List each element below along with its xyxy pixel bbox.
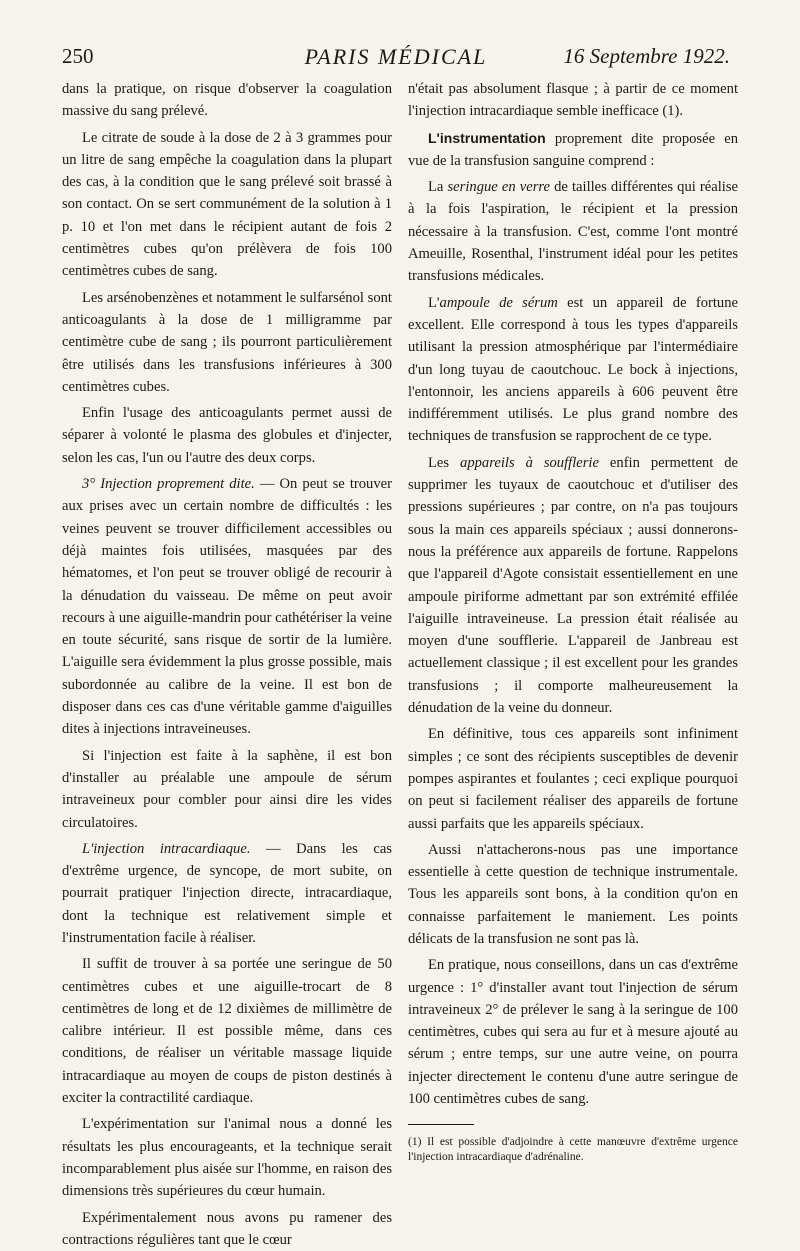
page-number: 250: [62, 44, 94, 68]
paragraph: [62, 838, 392, 949]
paragraph: dans la pratique, on risque d'observer la coagulation massive du sang prélevé.: [62, 81, 392, 120]
issue-date: 16 Septembre 1922.: [563, 44, 730, 68]
paragraph: [408, 292, 738, 448]
paragraph-text: est un appareil de fortune excellent. Elle correspond à tous les types d'appareils utilisant la pression atmosphérique par l'intermédiaire d'un long tuyau de caoutchouc. Le bock à injections, l'entonnoir, les anciens appareils à 606 peuvent être indifféremment utilisés. Le plus grand nombre des techniques de transfusion se rapprochent de ce type.: [408, 294, 738, 445]
paragraph: Enfin l'usage des anticoagulants permet aussi de séparer à volonté le plasma des globules et d'injecter, selon les cas, l'un ou l'autre des deux corps.: [62, 405, 392, 466]
term: appareils à soufflerie: [460, 454, 599, 471]
paragraph: Le citrate de soude à la dose de 2 à 3 grammes pour un litre de sang empêche la coagulation dans la plupart des cas, à la condition que le sang prélevé soit brassé à son contact. On se sert communément de la solution à 1 p. 10 et l'on met dans le récipient autant de fois 2 centimètres cubes qu'on prélèvera de fois 100 centimètres cubes de sang.: [62, 129, 392, 280]
paragraph: L'expérimentation sur l'animal nous a donné les résultats les plus encourageants, et la technique serait incomparablement plus aisée sur l'homme, en raison des dimensions très supérieures du cœur humain.: [62, 1116, 392, 1200]
term: seringue en verre: [447, 179, 550, 196]
paragraph-text: de tailles différentes qui réalise à la fois l'aspiration, le récipient et la pression nécessaire à la transfusion. C'est, comme l'ont montré Ameuille, Rosenthal, l'instrument idéal pour les petites transfusions médicales.: [408, 179, 738, 285]
paragraph: [62, 473, 392, 741]
footnote-divider: [408, 1124, 474, 1125]
journal-title: PARIS MÉDICAL: [304, 44, 488, 69]
paragraph: En pratique, nous conseillons, dans un cas d'extrême urgence : 1° d'installer avant tout l'injection de sérum intraveineux 2° de prélever le sang à la seringue de 100 centimètres, cubes qui sera au fur et à mesure ajouté au sérum ; entre temps, sur une autre veine, on pourra injecter directement le contenu d'une autre seringue de 100 centimètres cubes de sang.: [408, 957, 738, 1108]
section-heading: L'injection intracardiaque.: [82, 840, 251, 857]
term: ampoule de sérum: [439, 294, 558, 311]
paragraph-text: — On peut se trouver aux prises avec un certain nombre de difficultés : les veines peuvent se trouver difficilement accessibles ou déjà maintes fois utilisées, masquées par des hématomes, et l'on peut se trouver obligé de recourir à la dénudation du vaisseau. De même on peut avoir recours à une aiguille-mandrin pour cathétériser la veine en toute sécurité, sans risque de sortir de la lumière. L'aiguille sera évidemment la plus grosse possible, mais subordonnée au calibre de la veine. Il est bon de disposer dans ces cas d'une véritable gamme d'aiguilles dites à injections intraveineuses.: [62, 476, 392, 738]
paragraph: Il suffit de trouver à sa portée une seringue de 50 centimètres cubes et une aiguille-trocart de 8 centimètres de long et de 12 dixièmes de millimètre de calibre intérieur. Il est possible même, dans ces conditions, de réaliser un véritable massage liquide intracardiaque au moyen de coups de piston destinés à exciter la contractilité cardiaque.: [62, 956, 392, 1107]
left-column: [62, 78, 392, 1251]
right-column: [408, 78, 738, 1165]
page-header: [62, 44, 730, 74]
paragraph: En définitive, tous ces appareils sont infiniment simples ; ce sont des récipients susceptibles de devenir pompes aspirantes et foulantes ; ceci explique pourquoi on peut si facilement réaliser des appareils de fortune aussi parfaits que les appareils spéciaux.: [408, 726, 738, 832]
paragraph: Expérimentalement nous avons pu ramener des contractions régulières tant que le cœur: [62, 1209, 392, 1248]
paragraph: [408, 176, 738, 287]
paragraph-text: Les: [428, 454, 461, 471]
paragraph-text: enfin permettent de supprimer les tuyaux de caoutchouc et d'utiliser des pressions supérieures ; par contre, on n'a pas toujours sous la main ces appareils spéciaux ; aussi donnerons-nous la préférence aux appareils de fortune. Rappelons que l'appareil d'Agote consistait essentiellement en une ampoule piriforme admettant par son extrémité effilée l'aiguille intraveineuse. La pression était réalisée au moyen d'une soufflerie. L'appareil de Janbreau est actuellement classique ; il est excellent pour les grandes transfusions ; il comporte malheureusement la dénudation de la veine du donneur.: [408, 454, 738, 717]
section-heading: 3° Injection proprement dite.: [82, 476, 255, 493]
paragraph-text: proprement dite proposée en vue de la transfusion sanguine comprend :: [408, 130, 738, 169]
paragraph-text: La: [428, 179, 448, 196]
section-heading: L'instrumentation: [428, 129, 546, 146]
footnote: (1) Il est possible d'adjoindre à cette manœuvre d'extrême urgence l'injection intracardiaque d'adrénaline.: [408, 1136, 738, 1164]
paragraph: n'était pas absolument flasque ; à partir de ce moment l'injection intracardiaque semble inefficace (1).: [408, 81, 738, 120]
paragraph: [408, 127, 738, 173]
paragraph: Si l'injection est faite à la saphène, il est bon d'installer au préalable une ampoule de sérum intraveineux pour combler pour ainsi dire les vides circulatoires.: [62, 747, 392, 831]
paragraph: Les arsénobenzènes et notamment le sulfarsénol sont anticoagulants à la dose de 1 milligramme par centimètre cube de sang ; ils pourront particulièrement être utilisés dans les transfusions inférieures à 300 centimètres cubes.: [62, 289, 392, 395]
paragraph-text: L': [428, 294, 440, 311]
paragraph: Aussi n'attacherons-nous pas une importance essentielle à cette question de technique instrumentale. Tous les appareils sont bons, à la condition qu'on en connaisse parfaitement le maniement. Les points délicats de la transfusion ne sont pas là.: [408, 841, 738, 947]
paragraph-text: — Dans les cas d'extrême urgence, de syncope, de mort subite, on pourrait pratiquer l'injection directe, intracardiaque, dont la technique est relativement simple et l'instrumentation facile à réaliser.: [62, 840, 392, 946]
paragraph: [408, 452, 738, 720]
